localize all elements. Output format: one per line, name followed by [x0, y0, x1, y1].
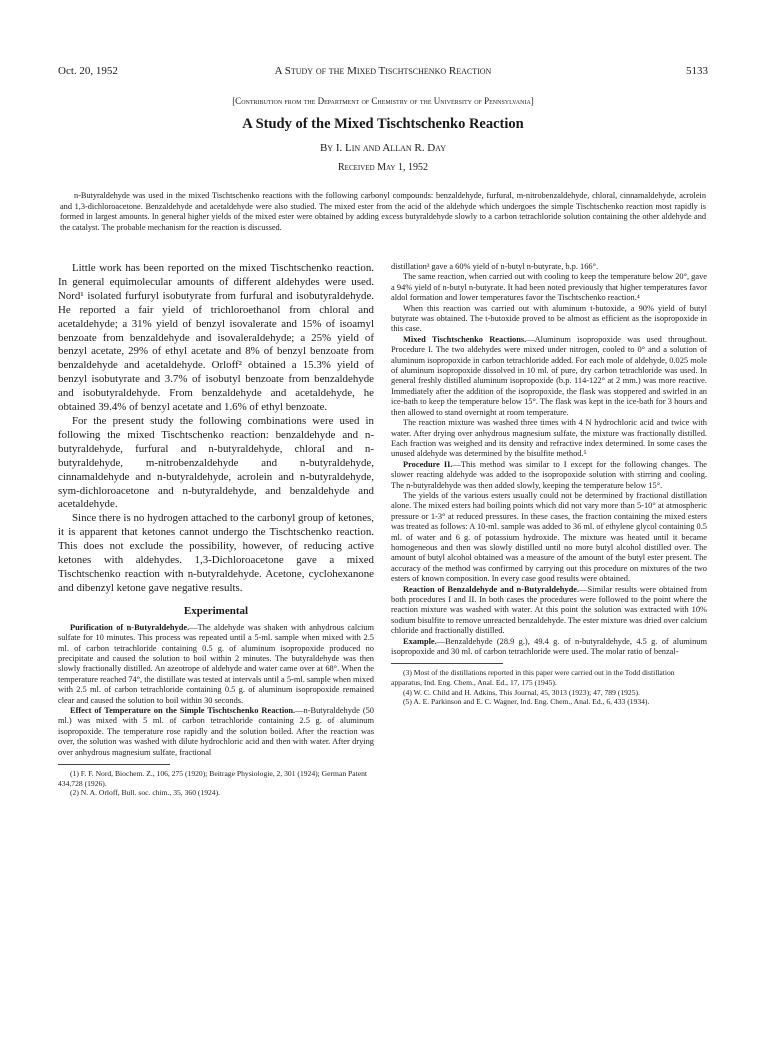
mixed-reactions-paragraph: [391, 335, 707, 418]
page-number: 5133: [686, 65, 708, 77]
body-paragraph: Little work has been reported on the mixed Tischtschenko reaction. In general equimolecular amounts of different aldehydes were used. Nord¹ isolated furfuryl isobutyrate from furfural and isobutyraldehyde. He reported a fair yield of trichloroethanol from chloral and acetaldehyde; a 31% yield of benzyl isovalerate and 15% of isoamyl benzoate from benzaldehyde and isovaleraldehyde; a 25% yield of benzyl acetate, 29% of ethyl acetate and 8% of benzyl benzoate from benzaldehyde and acetaldehyde. Orloff² obtained a 15.3% yield of benzyl isobutyrate and 3.7% of isobutyl benzoate from benzaldehyde and isobutyraldehyde. From benzaldehyde and acetaldehyde, he obtained 39.4% of benzyl acetate and 1.6% of ethyl benzoate.: [58, 262, 374, 414]
paragraph-text: —Benzaldehyde (28.9 g.), 49.4 g. of n-butyraldehyde, 4.5 g. of aluminum isopropoxide and 30 ml. of carbon tetrachloride were used. The molar ratio of benzal-: [391, 636, 707, 657]
footnote-divider: [58, 764, 170, 765]
paragraph-text: —Aluminum isopropoxide was used throughout. Procedure I. The two aldehydes were mixed under nitrogen, cooled to 0° and a solution of aluminum isopropoxide in carbon tetrachloride added. For each mole of aldehyde, 0.025 mole of aluminum isopropoxide dissolved in 10 ml. of pure, dry carbon tetrachloride was used. In general freshly distilled aluminum isopropoxide (b.p. 114-122° at 2 mm.) was more reactive. Immediately after the addition of the isopropoxide, the flask was stoppered and swirled in an ice-bath to keep the temperature below 15°. The flask was kept in the ice-bath for 3 hours and then allowed to stand overnight at room temperature.: [391, 334, 707, 417]
run-in-heading: Purification of n-Butyraldehyde.: [70, 622, 190, 632]
paragraph-text: —The aldehyde was shaken with anhydrous calcium sulfate for 10 minutes. This process was repeated until a 5-ml. sample when mixed with 2.5 ml. of carbon tetrachloride containing 0.5 g. of aluminum isopropoxide produced no precipitate and caused the solution to boil within 2 minutes. The butyraldehyde was then slowly fractionally distilled. An azeotrope of aldehyde and water came over at 68°. When the temperature reached 74°, the distillate was tested at intervals until a 5-ml. sample when mixed with 2.5 ml. of carbon tetrachloride containing 0.5 g. of aluminum isopropoxide remained clear and caused the solution to boil within 30 seconds.: [58, 622, 374, 705]
run-in-heading: Effect of Temperature on the Simple Tischtschenko Reaction.: [70, 706, 296, 715]
run-in-heading: Mixed Tischtschenko Reactions.: [403, 334, 527, 344]
issue-date: Oct. 20, 1952: [58, 65, 118, 77]
run-in-heading: Example.: [403, 636, 437, 646]
footnote: (4) W. C. Child and H. Adkins, This Journal, 45, 3013 (1923); 47, 789 (1925).: [403, 687, 640, 697]
body-paragraph: Since there is no hydrogen attached to the carbonyl group of ketones, it is apparent that ketones cannot undergo the Tischtschenko reaction. This does not exclude the possibility, however, of reducing active ketones with aldehydes. 1,3-Dichloroacetone gave a mixed Tischtschenko reaction with n-butyraldehyde. Acetone, cyclohexanone and dibenzyl ketone gave negative results.: [58, 512, 374, 594]
run-in-heading: Reaction of Benzaldehyde and n-Butyraldehyde.: [403, 584, 580, 594]
footnotes: [58, 769, 374, 798]
paragraph-text: —Similar results were obtained from both procedures I and II. In both cases the procedures were followed to the point where the reaction mixture was washed with water. At this point the solution was extracted with 10% sodium bisulfite to remove unreacted benzaldehyde. The ester mixture was dried over calcium chloride and fractionally distilled.: [391, 584, 707, 636]
received-date: Received May 1, 1952: [338, 162, 428, 173]
body-paragraph: distillation³ gave a 60% yield of n-butyl n-butyrate, b.p. 166°.: [391, 262, 599, 271]
example-paragraph: [391, 637, 707, 658]
left-column: [58, 262, 374, 1018]
author-line: By I. Lin and Allan R. Day: [319, 142, 447, 154]
footnote: (3) Most of the distillations reported in this paper were carried out in the Todd distillation apparatus, Ind. Eng. Chem., Anal. Ed., 17, 175 (1945).: [391, 668, 675, 688]
body-paragraph: The yields of the various esters usually could not be determined by fractional distillation alone. The mixed esters had boiling points which did not vary more than 5-10° at atmospheric pressure or 1-3° at reduced pressures. In these cases, the fraction containing the mixed esters was treated as follows: A 10-ml. sample was added to 36 ml. of ethylene glycol containing 0.5 ml. of water and 6 g. of potassium hydroxide. The mixture was heated until it became homogeneous and then was slowly distilled until no more butyl alcohol distilled over. The amount of butyl alcohol obtained was a measure of the amount of the butyl ester present. The accuracy of the method was confirmed by carrying out this procedure on mixtures of the two esters of known composition. In every case good results were obtained.: [391, 490, 707, 584]
run-in-heading: Procedure II.: [403, 459, 453, 469]
section-heading-experimental: Experimental: [183, 604, 249, 617]
right-column: [391, 262, 707, 1018]
contribution-line: [Contribution from the Department of Chemistry of the University of Pennsylvania]: [232, 96, 534, 106]
running-header: [58, 65, 708, 79]
effect-paragraph: [58, 706, 374, 758]
footnote: (5) A. E. Parkinson and E. C. Wagner, Ind. Eng. Chem., Anal. Ed., 6, 433 (1934).: [403, 697, 650, 707]
footnote: (2) N. A. Orloff, Bull. soc. chim., 35, 360 (1924).: [70, 788, 221, 798]
footnotes: [391, 668, 707, 706]
abstract: n-Butyraldehyde was used in the mixed Tischtschenko reactions with the following carbonyl compounds: benzaldehyde, furfural, m-nitrobenzaldehyde, chloral, cinnamaldehyde, acrolein and 1,3-dichloroacetone. Benzaldehyde and acetaldehyde were also studied. The mixed ester from the acid of the aldehyde which undergoes the simple Tischtschenko reaction most rapidly is formed in largest amounts. In general higher yields of the mixed ester were obtained by adding excess butyraldehyde slowly to a carbon tetrachloride solution containing the other aldehyde and the catalyst. The probable mechanism for the reaction is discussed.: [60, 191, 706, 232]
footnote-divider: [391, 663, 503, 664]
purification-paragraph: [58, 623, 374, 706]
body-paragraph: For the present study the following combinations were used in following the mixed Tischtschenko reaction: benzaldehyde and n-butyraldehyde, furfural and n-butyraldehyde, chloral and n-butyraldehyde, m-nitrobenzaldehyde and n-butyraldehyde, cinnamaldehyde and n-butyraldehyde, acrolein and n-butyraldehyde, sym-dichloroacetone and n-butyraldehyde, and benzaldehyde and acetaldehyde.: [58, 414, 374, 511]
footnote: (1) F. F. Nord, Biochem. Z., 106, 275 (1920); Beitrage Physiologie, 2, 301 (1924); German Patent 434,728 (1926).: [58, 769, 368, 788]
body-paragraph: The same reaction, when carried out with cooling to keep the temperature below 20°, gave a 94% yield of n-butyl n-butyrate. It had been noted previously that higher temperatures favor aldol formation and lower temperatures favor the Tischtschenko reaction.⁴: [391, 272, 707, 303]
body-paragraph: When this reaction was carried out with aluminum t-butoxide, a 90% yield of butyl butyrate was obtained. The t-butoxide proved to be almost as efficient as the isopropoxide in this case.: [391, 303, 707, 334]
running-title: A Study of the Mixed Tischtschenko Reaction: [274, 65, 492, 77]
procedure-two-paragraph: [391, 460, 707, 491]
paragraph-text: —n-Butyraldehyde (50 ml.) was mixed with 5 ml. of carbon tetrachloride containing 2.5 g. of aluminum isopropoxide. The temperature rose rapidly and the solution boiled. After the reaction was over, the solution was washed with dilute hydrochloric acid and then with water. After drying over anhydrous magnesium sulfate, fractional: [58, 706, 374, 757]
article-title: A Study of the Mixed Tischtschenko Reaction: [242, 116, 524, 132]
body-paragraph: The reaction mixture was washed three times with 4 N hydrochloric acid and twice with water. After drying over anhydrous magnesium sulfate, the mixture was fractionally distilled. Each fraction was weighed and its density and refractive index determined. In some cases the unused aldehyde was determined by the bisulfite method.⁵: [391, 418, 707, 459]
benzaldehyde-reaction-paragraph: [391, 585, 707, 637]
paragraph-text: —This method was similar to I except for the following changes. The slower reacting aldehyde was added to the isopropoxide solution with stirring and cooling. The n-butyraldehyde was then added slowly, keeping the temperature below 15°.: [391, 459, 707, 490]
